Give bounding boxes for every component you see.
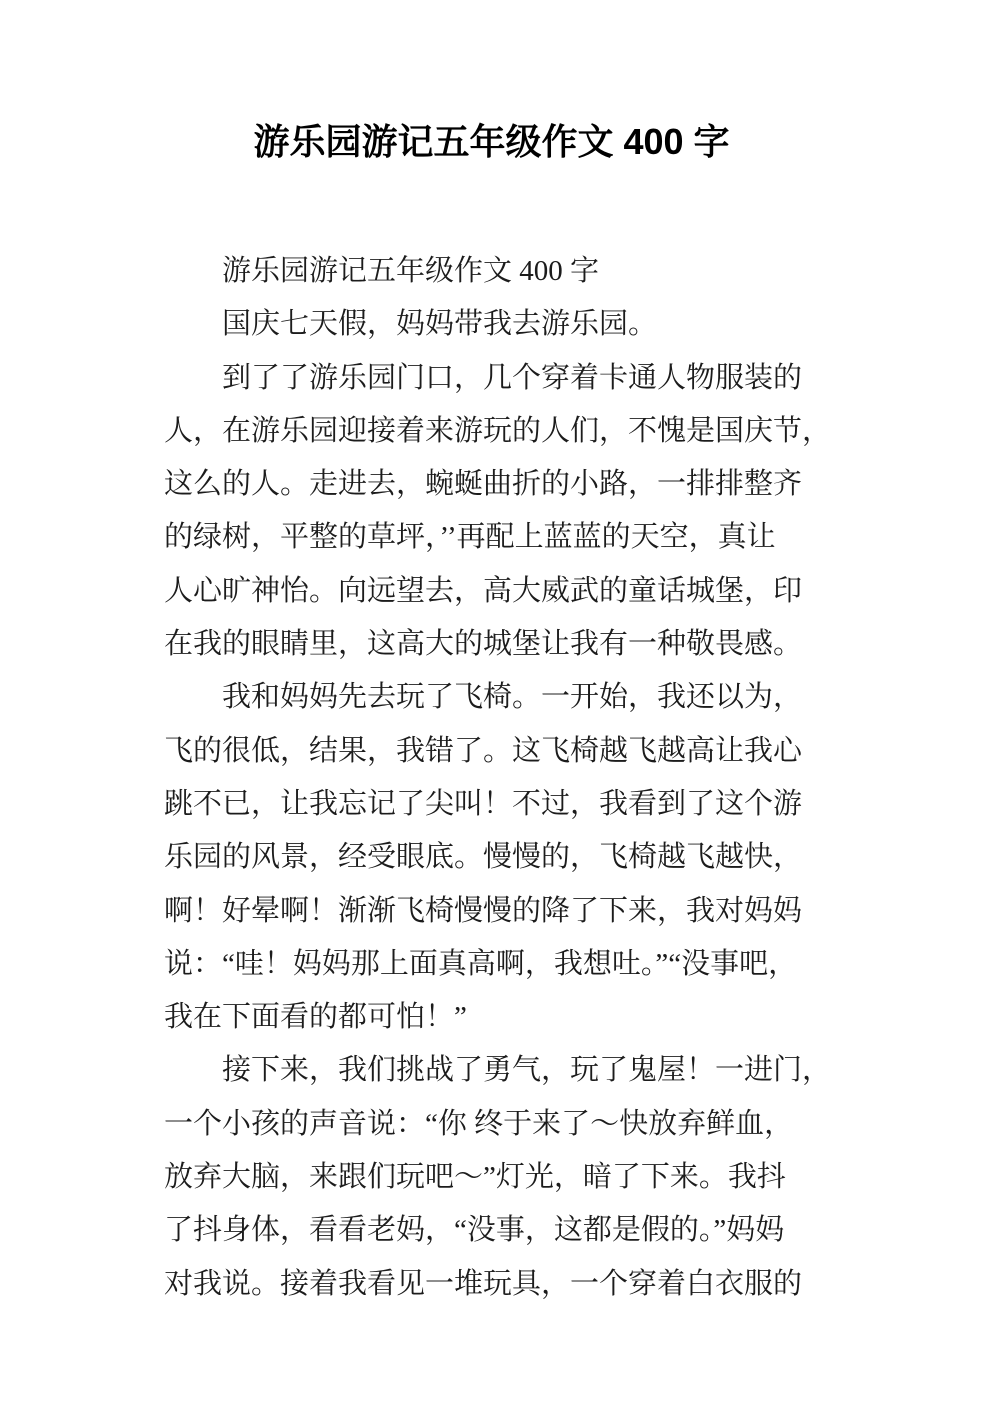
text-line: 国庆七天假，妈妈带我去游乐园。 xyxy=(222,308,658,341)
text-line: 我和妈妈先去玩了飞椅。一开始，我还以为， xyxy=(222,681,803,714)
text-line: 一个小孩的声音说：“你 终于来了～快放弃鲜血， xyxy=(164,1107,794,1140)
text-line: 啊！好晕啊！渐渐飞椅慢慢的降了下来，我对妈妈 xyxy=(164,894,803,927)
text-line: 接下来，我们挑战了勇气，玩了鬼屋！一进门， xyxy=(222,1054,832,1087)
text-line: 在我的眼睛里，这高大的城堡让我有一种敬畏感。 xyxy=(164,628,803,661)
document-body xyxy=(164,245,864,1311)
text-line: 了抖身体，看看老妈，“没事，这都是假的。”妈妈 xyxy=(164,1214,785,1247)
text-line: 我在下面看的都可怕！” xyxy=(164,1001,467,1034)
text-line: 的绿树，平整的草坪，’’再配上蓝蓝的天空，真让 xyxy=(164,521,776,554)
text-line: 对我说。接着我看见一堆玩具，一个穿着白衣服的 xyxy=(164,1267,803,1300)
text-line: 说：“哇！妈妈那上面真高啊，我想吐。”“没事吧， xyxy=(164,947,798,980)
text-line: 飞的很低，结果，我错了。这飞椅越飞越高让我心 xyxy=(164,734,803,767)
page-title: 游乐园游记五年级作文 400 字 xyxy=(253,121,730,162)
text-line: 人，在游乐园迎接着来游玩的人们，不愧是国庆节， xyxy=(164,414,832,447)
text-line: 人心旷神怡。向远望去，高大威武的童话城堡，印 xyxy=(164,574,803,607)
text-line: 这么的人。走进去，蜿蜒曲折的小路，一排排整齐 xyxy=(164,468,803,501)
text-line: 放弃大脑，来跟们玩吧～”灯光，暗了下来。我抖 xyxy=(164,1161,786,1194)
text-line: 游乐园游记五年级作文 400 字 xyxy=(222,255,600,287)
text-line: 到了了游乐园门口，几个穿着卡通人物服装的 xyxy=(222,361,803,394)
text-line: 跳不已，让我忘记了尖叫！不过，我看到了这个游 xyxy=(164,787,803,820)
text-line: 乐园的风景，经受眼底。慢慢的，飞椅越飞越快， xyxy=(164,841,803,874)
